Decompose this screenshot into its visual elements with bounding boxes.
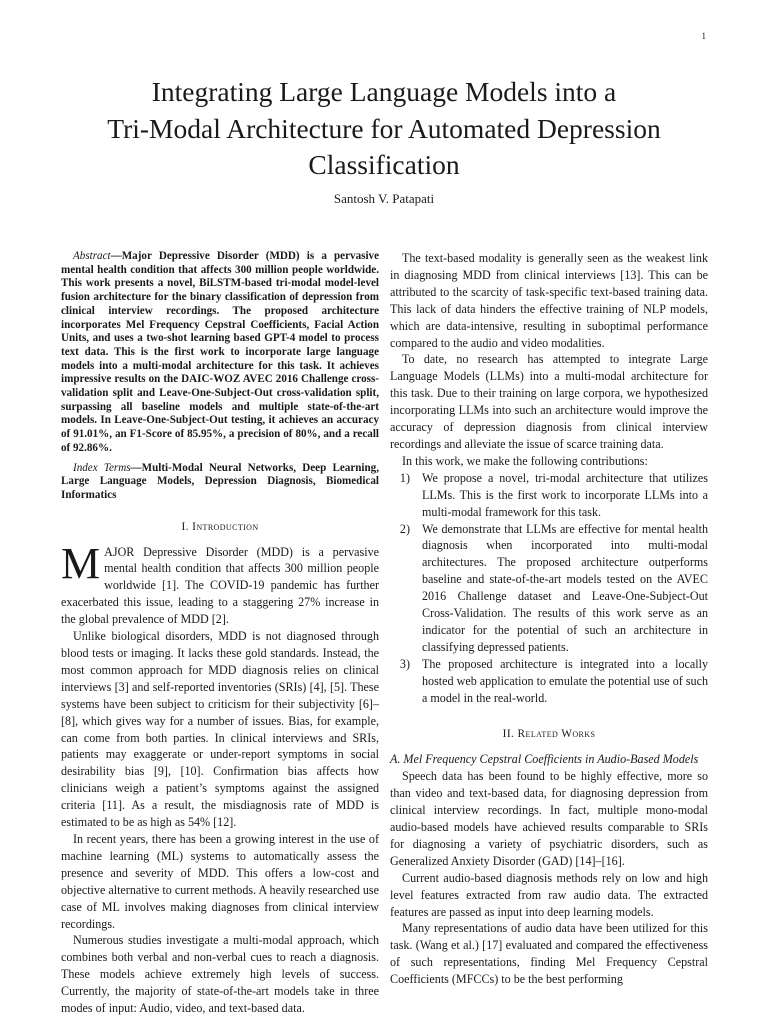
index-terms-label: Index Terms bbox=[73, 461, 131, 474]
title-line: Tri-Modal Architecture for Automated Depression bbox=[107, 112, 661, 144]
intro-paragraph: To date, no research has attempted to integrate Large Language Models (LLMs) into a multi-modal architecture for this task. Due to their training on large corpora, we hypothesized incorporating LLMs into such an architecture would improve the accuracy of depression diagnosis from clinical interview recordings and alleviate the issue of scarce training data. bbox=[390, 352, 708, 451]
intro-paragraph: In recent years, there has been a growing interest in the use of machine learning (ML) systems to automatically assess the presence and severity of MDD. This offers a low-cost and objective alternative to current methods. A heavily researched use case of ML involves making diagnoses from clinical interview recordings. bbox=[61, 831, 380, 931]
dropcap-letter: M bbox=[61, 538, 101, 588]
list-number: 3) bbox=[399, 656, 410, 671]
intro-paragraph bbox=[61, 538, 379, 629]
list-item-text: We demonstrate that LLMs are effective for mental health diagnosis when incorporated into multi-modal architectures. The proposed architecture outperforms baseline and state-of-the-art models tested on the AVEC 2016 Challenge dataset and Leave-One-Subject-Out Cross-Validation. The results of this work serve as an indicator for the potential of such an architecture in classifying depressed patients. bbox=[422, 521, 708, 654]
contributions-list bbox=[390, 470, 708, 707]
intro-paragraph: Numerous studies investigate a multi-modal approach, which combines both verbal and non-verbal cues to reach a diagnosis. These models achieve extremely high levels of success. Currently, the majority of state-of-the-art models take in three modes of input: Audio, video, and text-based data. bbox=[61, 933, 379, 1016]
index-terms-text: —Multi-Modal Neural Networks, Deep Learning, Large Language Models, Depression Diagnosis, Biomedical Informatics bbox=[61, 461, 379, 501]
list-item-text: The proposed architecture is integrated into a locally hosted web application to emulate the potential use of such a model in the real-world. bbox=[422, 656, 708, 705]
intro-paragraph-text: AJOR Depressive Disorder (MDD) is a pervasive mental health condition that affects 300 million people worldwide [1]. The COVID-19 pandemic has further exacerbated this issue, leading to a staggering 27% increase in the global prevalence of MDD [2]. bbox=[61, 544, 379, 627]
list-number: 2) bbox=[399, 521, 410, 536]
related-paragraph: Many representations of audio data have been utilized for this task. (Wang et al.) [17] evaluated and compared the effectiveness of such representations, finding Mel Frequency Cepstral Coefficients (MFCCs) to be the best performing bbox=[390, 921, 708, 987]
list-number: 1) bbox=[399, 470, 410, 485]
list-item-text: We propose a novel, tri-modal architecture that utilizes LLMs. This is the first work to incorporate LLMs into a multi-modal framework for this task. bbox=[422, 470, 708, 519]
section-heading-introduction: I. Introduction bbox=[181, 520, 259, 533]
title-line: Integrating Large Language Models into a bbox=[151, 76, 617, 107]
left-column bbox=[61, 250, 379, 1017]
title-line: Classification bbox=[308, 149, 460, 180]
related-paragraph: Current audio-based diagnosis methods rely on low and high level features extracted from raw audio data. The extracted features are passed as input into deep learning models. bbox=[390, 870, 708, 919]
page-number: 1 bbox=[701, 31, 706, 41]
author: Santosh V. Patapati bbox=[333, 191, 435, 206]
abstract-text: —Major Depressive Disorder (MDD) is a pervasive mental health condition that affects 300 million people worldwide. This work presents a novel, BiLSTM-based tri-modal model-level fusion architecture for the binary classification of depression from clinical interview recordings. The proposed architecture incorporates Mel Frequency Cepstral Coefficients, Facial Action Units, and uses a two-shot learning based GPT-4 model to process text data. This is the first work to incorporate large language models into a multi-modal architecture for this task. It achieves impressive results on the DAIC-WOZ AVEC 2016 Challenge cross-validation split and Leave-One-Subject-Out cross-validation split, surpassing all baseline models and multiple state-of-the-art models. In Leave-One-Subject-Out testing, it achieves an accuracy of 91.01%, an F1-Score of 85.95%, a precision of 80%, and a recall of 92.86%. bbox=[61, 250, 379, 454]
subsection-heading: A. Mel Frequency Cepstral Coefficients in Audio-Based Models bbox=[390, 752, 699, 767]
list-item bbox=[390, 656, 708, 707]
intro-paragraph: In this work, we make the following contributions: bbox=[402, 453, 648, 468]
intro-paragraph: Unlike biological disorders, MDD is not diagnosed through blood tests or imaging. It lacks these gold standards. Instead, the most common approach for MDD diagnosis relies on clinical interviews [3] and self-reported inventories (SRIs) [4], [5]. These systems have been subject to criticism for their subjectivity [6]–[8], which gives way for a number of issues. Bias, for example, can come from both parties. In clinical interviews and SRIs, patients may exaggerate or under-report symptoms in social desirability bias [9], [10]. Confirmation bias affects how clinicians weigh a patient’s symptoms against the assigned criteria [11]. As a result, the misdiagnosis rate of MDD is estimated to be as high as 54% [12]. bbox=[61, 629, 379, 830]
paper-title bbox=[0, 74, 768, 184]
intro-paragraph: The text-based modality is generally seen as the weakest link in diagnosing MDD from clinical interviews [13]. This can be attributed to the scarcity of task-specific text-based training data. This lack of data hinders the effective training of NLP models, which are data-intensive, resulting in suboptimal performance compared to the audio and video modalities. bbox=[390, 251, 708, 350]
index-terms bbox=[61, 462, 379, 503]
related-paragraph: Speech data has been found to be highly effective, more so than video and text-based data, for diagnosing depression from clinical interview recordings. In fact, multiple mono-modal audio-based models have achieved results comparable to SRIs for diagnosing a variety of psychiatric disorders, such as Generalized Anxiety Disorder (GAD) [14]–[16]. bbox=[390, 769, 708, 868]
section-heading-related-works: II. Related Works bbox=[502, 728, 596, 741]
abstract bbox=[61, 250, 379, 456]
list-item bbox=[390, 470, 708, 521]
list-item bbox=[390, 521, 708, 656]
right-column bbox=[390, 250, 708, 988]
abstract-label: Abstract bbox=[73, 250, 111, 262]
